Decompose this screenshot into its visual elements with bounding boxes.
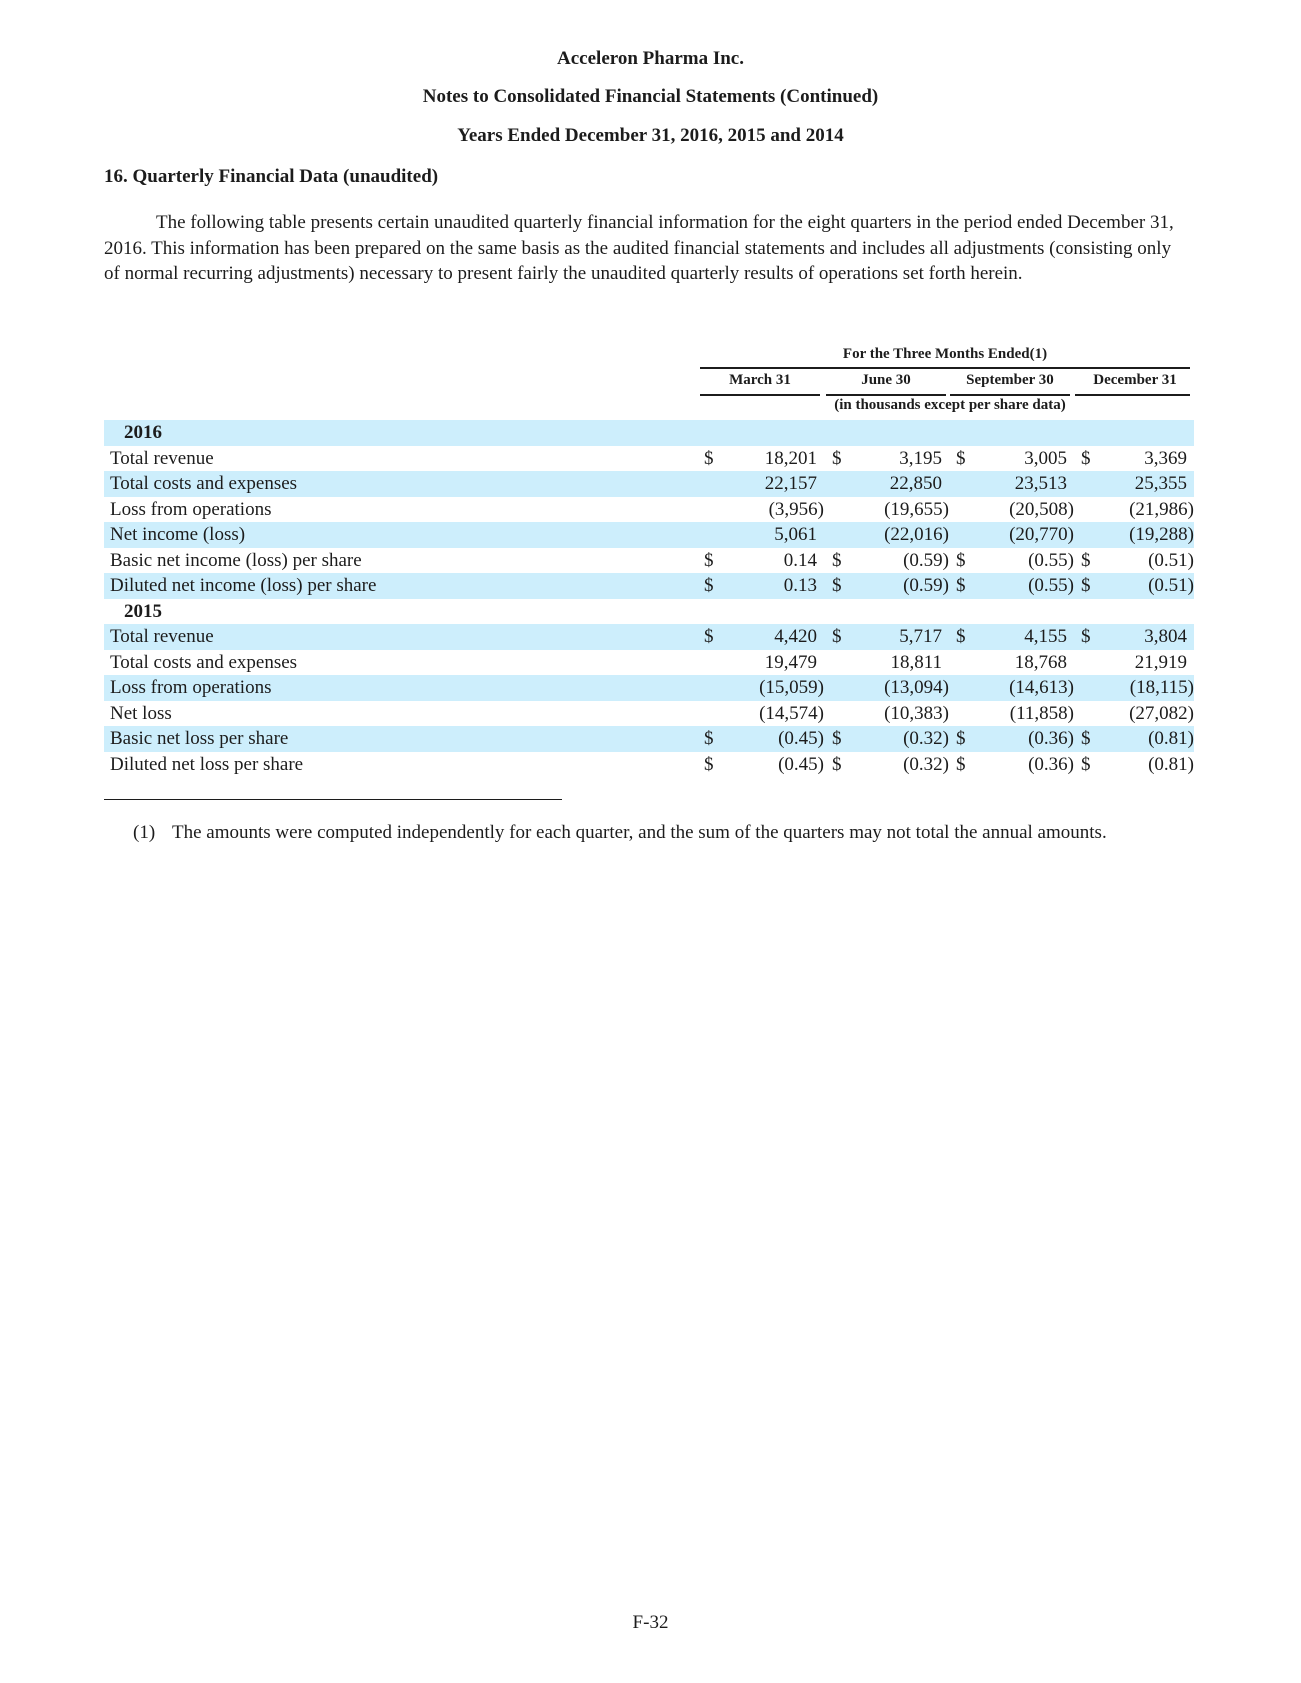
column-rule xyxy=(1075,394,1190,396)
cell-value: 3,005 xyxy=(1024,447,1067,469)
notes-title: Notes to Consolidated Financial Statements (Continued) xyxy=(422,86,879,107)
currency-symbol: $ xyxy=(832,626,842,647)
section-title: 16. Quarterly Financial Data (unaudited) xyxy=(104,166,439,187)
cell-value: (15,059) xyxy=(759,677,824,698)
cell-value: (0.59) xyxy=(903,549,949,571)
column-header-december: December 31 xyxy=(1093,372,1177,388)
currency-symbol: $ xyxy=(832,728,842,749)
cell-value: (14,613) xyxy=(1009,677,1074,698)
company-name: Acceleron Pharma Inc. xyxy=(557,48,744,69)
cell-value: (21,986) xyxy=(1129,498,1194,520)
row-label: Diluted net loss per share xyxy=(110,753,304,775)
cell-value: 19,479 xyxy=(764,651,817,673)
cell-value: (18,115) xyxy=(1129,677,1194,698)
currency-symbol: $ xyxy=(1081,549,1091,571)
cell-value: 25,355 xyxy=(1134,473,1187,494)
cell-value: (0.45) xyxy=(778,753,824,775)
currency-symbol: $ xyxy=(956,728,966,749)
page-number: F-32 xyxy=(632,1612,669,1633)
cell-value: 0.14 xyxy=(783,549,817,571)
units-note: (in thousands except per share data) xyxy=(834,397,1066,413)
row-label: Loss from operations xyxy=(110,677,272,698)
currency-symbol: $ xyxy=(1081,728,1091,749)
quarterly-data-table xyxy=(104,420,1194,777)
table-row xyxy=(104,497,1194,523)
cell-value: 22,157 xyxy=(764,473,817,494)
years-heading: Years Ended December 31, 2016, 2015 and 2014 xyxy=(457,125,844,146)
table-row xyxy=(104,624,1194,650)
table-row xyxy=(104,752,1194,778)
table-row xyxy=(104,573,1194,599)
cell-value: (19,288) xyxy=(1129,524,1194,545)
cell-value: (20,770) xyxy=(1009,524,1074,545)
cell-value: 18,768 xyxy=(1014,651,1067,673)
cell-value: (11,858) xyxy=(1009,702,1074,724)
cell-value: (0.36) xyxy=(1028,753,1074,775)
cell-value: (0.51) xyxy=(1148,575,1194,596)
year-row xyxy=(104,599,1194,625)
period-header-rule xyxy=(700,367,1190,369)
cell-value: (0.32) xyxy=(903,728,949,749)
cell-value: 23,513 xyxy=(1014,473,1067,494)
cell-value: 4,420 xyxy=(774,626,817,647)
cell-value: (13,094) xyxy=(884,677,949,698)
year-label: 2016 xyxy=(124,422,162,443)
currency-symbol: $ xyxy=(832,447,842,469)
footnote xyxy=(133,820,1163,846)
cell-value: 3,369 xyxy=(1144,447,1187,469)
column-header-june: June 30 xyxy=(861,372,911,388)
row-label: Basic net income (loss) per share xyxy=(110,549,362,571)
cell-value: (27,082) xyxy=(1129,702,1194,724)
currency-symbol: $ xyxy=(956,753,966,775)
currency-symbol: $ xyxy=(704,626,714,647)
currency-symbol: $ xyxy=(832,753,842,775)
intro-paragraph: The following table presents certain unaudited quarterly financial information for the eight quarters in the period ended December 31, 2016. This information has been prepared on the same basis as the audited financial statements and includes all adjustments (consisting only of normal recurring adjustments) necessary to present fairly the unaudited quarterly results of operations set forth herein. xyxy=(104,212,1174,284)
year-label: 2015 xyxy=(124,600,162,622)
currency-symbol: $ xyxy=(704,549,714,571)
cell-value: (0.36) xyxy=(1028,728,1074,749)
year-row xyxy=(104,420,1194,446)
currency-symbol: $ xyxy=(1081,626,1091,647)
currency-symbol: $ xyxy=(704,447,714,469)
cell-value: 5,061 xyxy=(774,524,817,545)
cell-value: (20,508) xyxy=(1009,498,1074,520)
currency-symbol: $ xyxy=(704,728,714,749)
cell-value: (0.81) xyxy=(1148,753,1194,775)
column-header-march: March 31 xyxy=(729,372,791,388)
table-row xyxy=(104,471,1194,497)
column-rule xyxy=(700,394,820,396)
table-row xyxy=(104,650,1194,676)
row-label: Basic net loss per share xyxy=(110,728,289,749)
currency-symbol: $ xyxy=(1081,753,1091,775)
column-rule xyxy=(950,394,1070,396)
footnote-mark: (1) xyxy=(133,822,156,843)
cell-value: (0.55) xyxy=(1028,549,1074,571)
cell-value: (19,655) xyxy=(884,498,949,520)
table-row xyxy=(104,446,1194,472)
cell-value: 18,201 xyxy=(764,447,817,469)
row-label: Total revenue xyxy=(110,626,214,647)
currency-symbol: $ xyxy=(956,447,966,469)
cell-value: (0.81) xyxy=(1148,728,1194,749)
cell-value: 22,850 xyxy=(889,473,942,494)
currency-symbol: $ xyxy=(1081,575,1091,596)
cell-value: (0.32) xyxy=(903,753,949,775)
column-header-september: September 30 xyxy=(966,372,1054,388)
row-label: Net loss xyxy=(110,702,172,724)
column-rule xyxy=(826,394,946,396)
row-label: Total costs and expenses xyxy=(110,651,298,673)
currency-symbol: $ xyxy=(956,575,966,596)
cell-value: (22,016) xyxy=(884,524,949,545)
currency-symbol: $ xyxy=(704,753,714,775)
footnote-rule xyxy=(104,799,562,800)
table-row xyxy=(104,548,1194,574)
cell-value: (0.45) xyxy=(778,728,824,749)
cell-value: (0.55) xyxy=(1028,575,1074,596)
row-label: Total costs and expenses xyxy=(110,473,298,494)
cell-value: 0.13 xyxy=(783,575,817,596)
currency-symbol: $ xyxy=(832,575,842,596)
cell-value: (14,574) xyxy=(759,702,824,724)
cell-value: (0.51) xyxy=(1148,549,1194,571)
currency-symbol: $ xyxy=(832,549,842,571)
cell-value: 3,804 xyxy=(1144,626,1187,647)
period-header: For the Three Months Ended(1) xyxy=(842,346,1048,362)
row-label: Diluted net income (loss) per share xyxy=(110,575,377,596)
cell-value: 5,717 xyxy=(899,626,942,647)
cell-value: 21,919 xyxy=(1134,651,1187,673)
footnote-text: The amounts were computed independently for each quarter, and the sum of the quarters may not total the annual amounts. xyxy=(172,822,1107,843)
table-row xyxy=(104,701,1194,727)
currency-symbol: $ xyxy=(1081,447,1091,469)
currency-symbol: $ xyxy=(956,549,966,571)
table-row xyxy=(104,522,1194,548)
row-label: Total revenue xyxy=(110,447,214,469)
cell-value: (3,956) xyxy=(768,498,824,520)
cell-value: 18,811 xyxy=(890,651,942,673)
cell-value: (0.59) xyxy=(903,575,949,596)
currency-symbol: $ xyxy=(956,626,966,647)
currency-symbol: $ xyxy=(704,575,714,596)
cell-value: (10,383) xyxy=(884,702,949,724)
cell-value: 4,155 xyxy=(1024,626,1067,647)
table-row xyxy=(104,726,1194,752)
table-row xyxy=(104,675,1194,701)
row-label: Net income (loss) xyxy=(110,524,246,545)
cell-value: 3,195 xyxy=(899,447,942,469)
row-label: Loss from operations xyxy=(110,498,272,520)
